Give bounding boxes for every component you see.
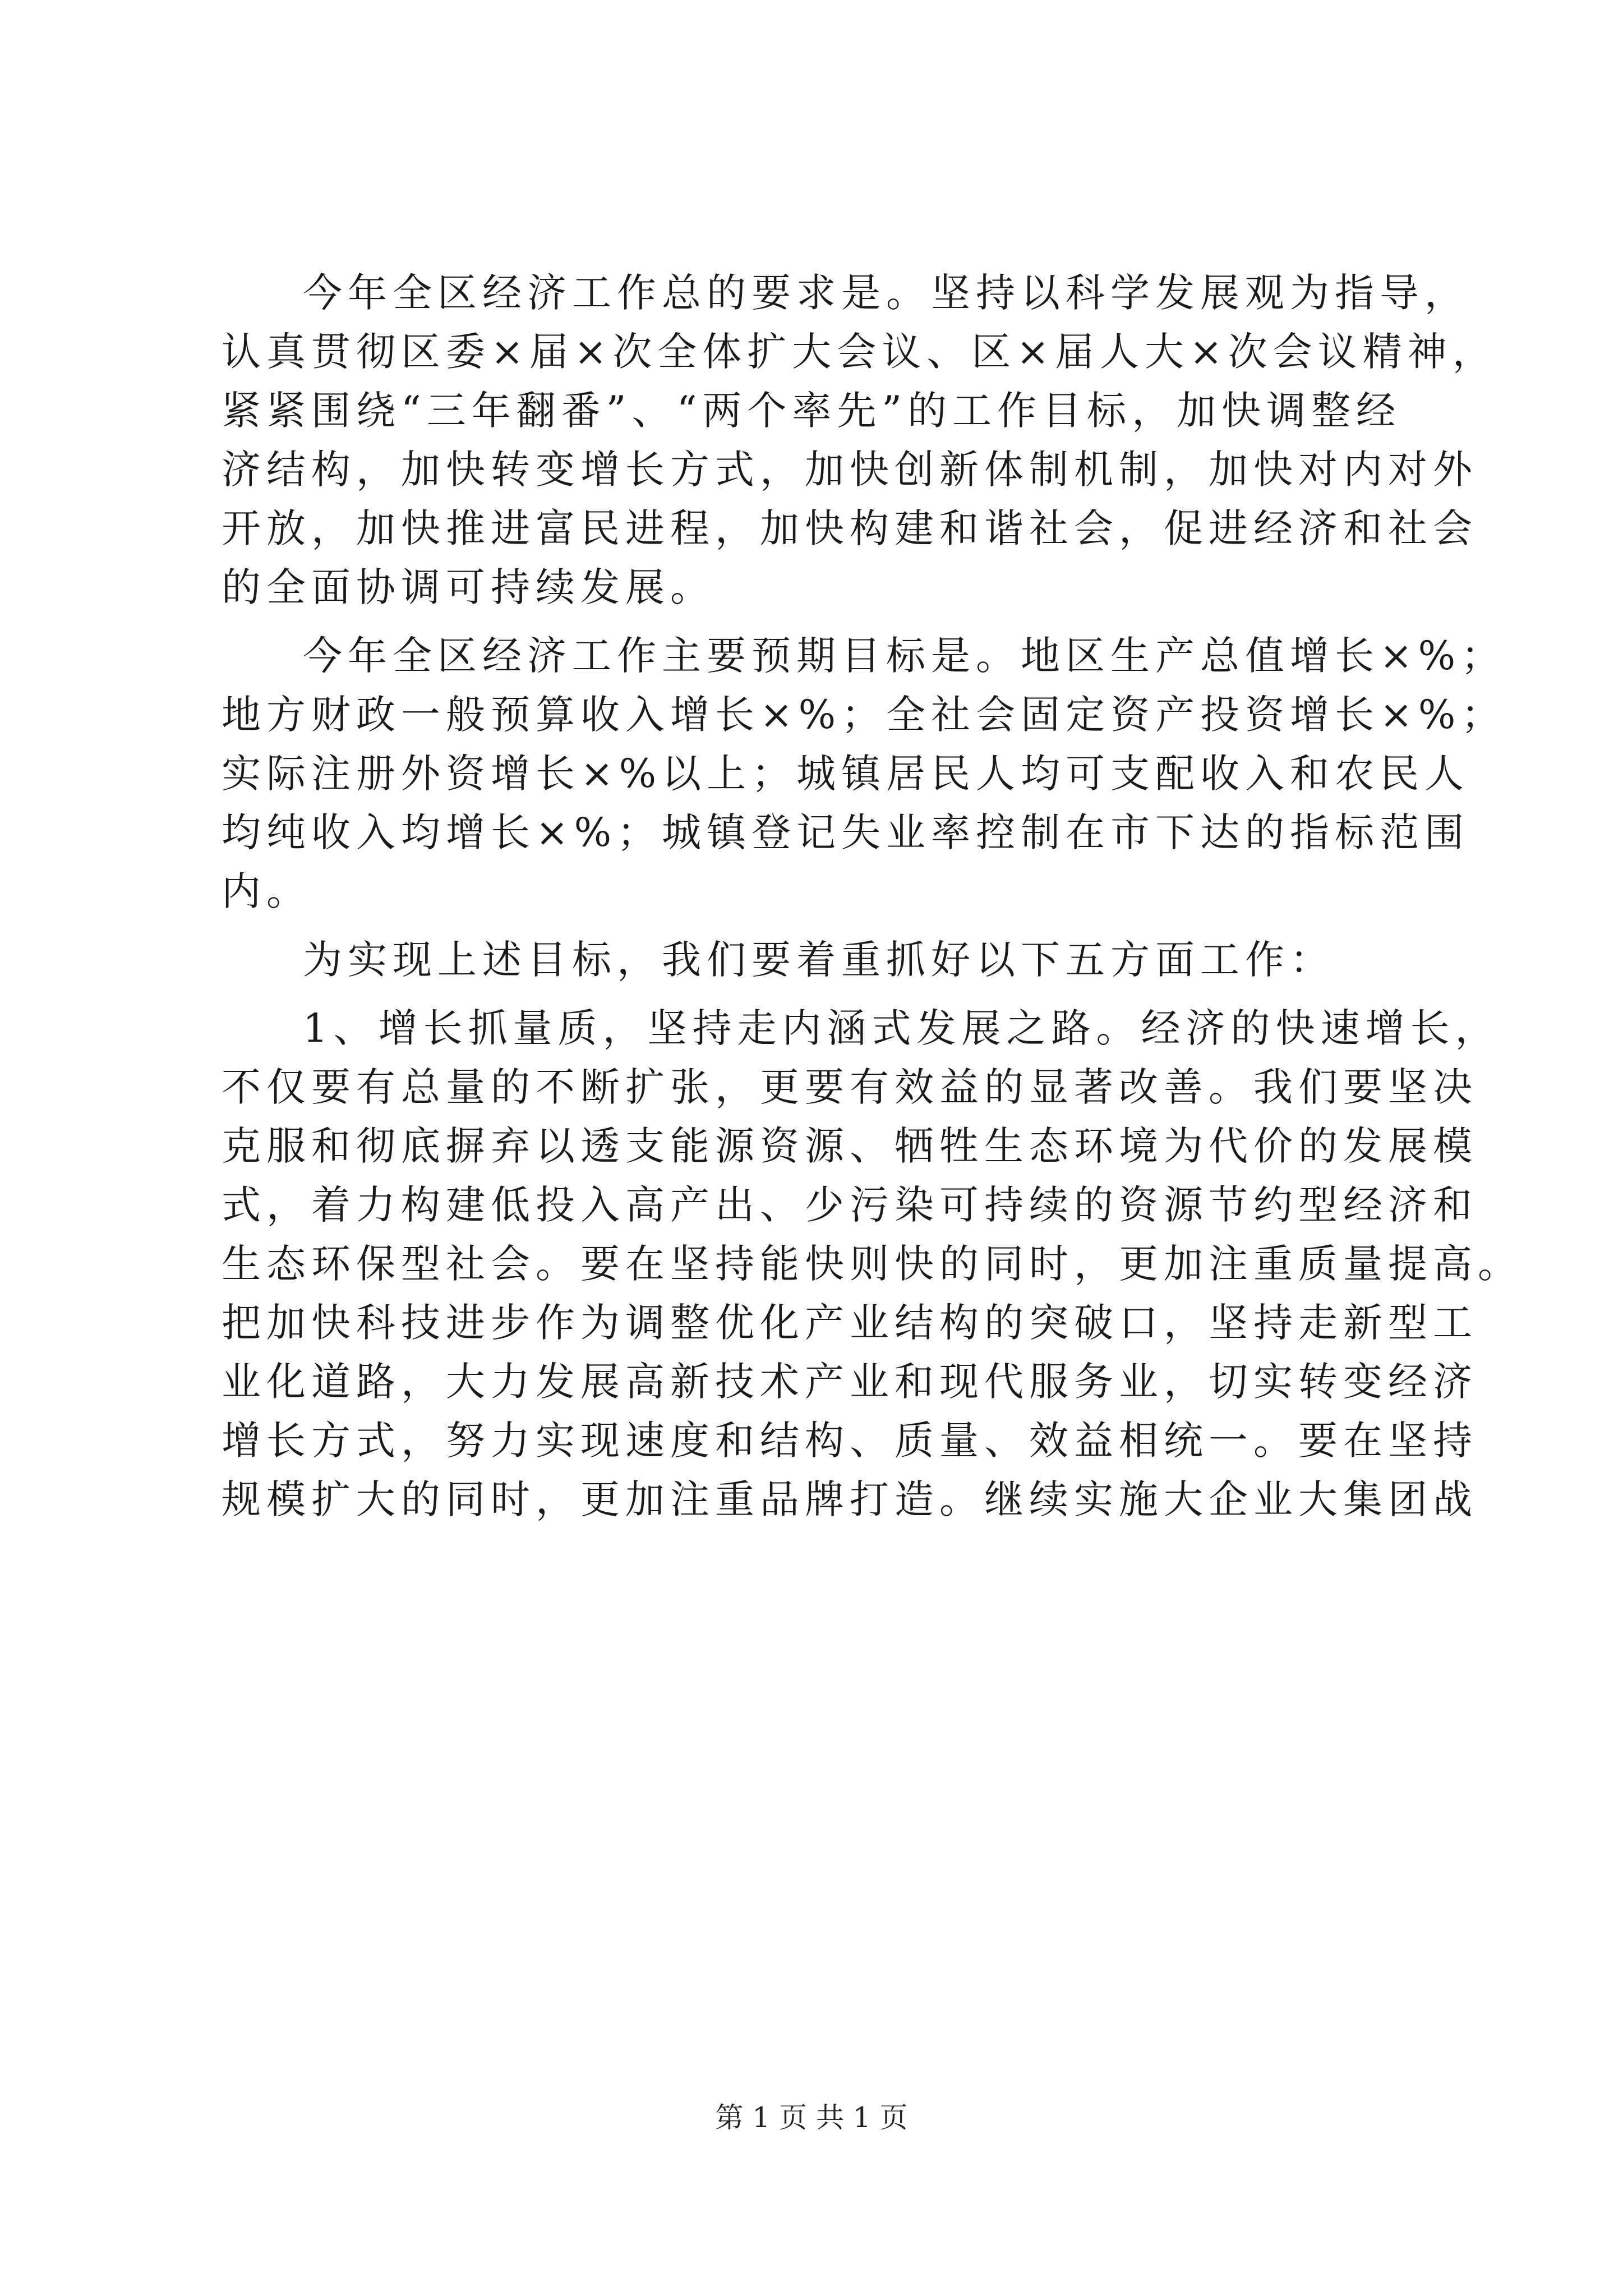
paragraph-item-1 (222, 999, 1523, 1529)
text-line: 认真贯彻区委×届×次全体扩大会议、区×届人大×次会议精神， (222, 329, 1497, 375)
text-line: 规模扩大的同时，更加注重品牌打造。继续实施大企业大集团战 (222, 1476, 1478, 1522)
page-number-label: 第 1 页 共 1 页 (715, 2101, 908, 2134)
paragraph-requirements (222, 264, 1497, 617)
text-line: 实际注册外资增长×%以上；城镇居民人均可支配收入和农民人 (222, 751, 1470, 797)
text-line: 业化道路，大力发展高新技术产业和现代服务业，切实转变经济 (222, 1359, 1478, 1405)
text-line: 为实现上述目标，我们要着重抓好以下五方面工作： (303, 937, 1335, 983)
text-line: 地方财政一般预算收入增长×%；全社会固定资产投资增长×%； (222, 692, 1506, 738)
text-line: 把加快科技进步作为调整优化产业结构的突破口，坚持走新型工 (222, 1300, 1478, 1346)
text-line: 均纯收入均增长×%；城镇登记失业率控制在市下达的指标范围 (222, 809, 1470, 855)
text-line: 济结构，加快转变增长方式，加快创新体制机制，加快对内对外 (222, 447, 1478, 493)
paragraph-tasks-intro (222, 931, 1410, 990)
text-line: 克服和彻底摒弃以透支能源资源、牺牲生态环境为代价的发展模 (222, 1123, 1478, 1169)
text-line: 今年全区经济工作主要预期目标是。地区生产总值增长×%； (303, 633, 1506, 679)
text-line: 开放，加快推进富民进程，加快构建和谐社会，促进经济和社会 (222, 505, 1478, 551)
paragraph-targets (222, 627, 1506, 921)
page-footer (0, 2101, 1623, 2134)
text-line: 紧紧围绕“三年翻番”、“两个率先”的工作目标，加快调整经 (222, 388, 1401, 434)
text-line: 的全面协调可持续发展。 (222, 564, 715, 610)
text-line: 不仅要有总量的不断扩张，更要有效益的显著改善。我们要坚决 (222, 1064, 1478, 1110)
text-line: 今年全区经济工作总的要求是。坚持以科学发展观为指导， (303, 270, 1469, 316)
text-line: 式，着力构建低投入高产出、少污染可持续的资源节约型经济和 (222, 1182, 1478, 1228)
text-line: 生态环保型社会。要在坚持能快则快的同时，更加注重质量提高。 (222, 1241, 1523, 1287)
text-line: 1、增长抓量质，坚持走内涵式发展之路。经济的快速增长， (303, 1005, 1500, 1051)
text-line: 增长方式，努力实现速度和结构、质量、效益相统一。要在坚持 (222, 1418, 1478, 1464)
document-body (222, 264, 1523, 1529)
text-line: 内。 (222, 868, 311, 914)
